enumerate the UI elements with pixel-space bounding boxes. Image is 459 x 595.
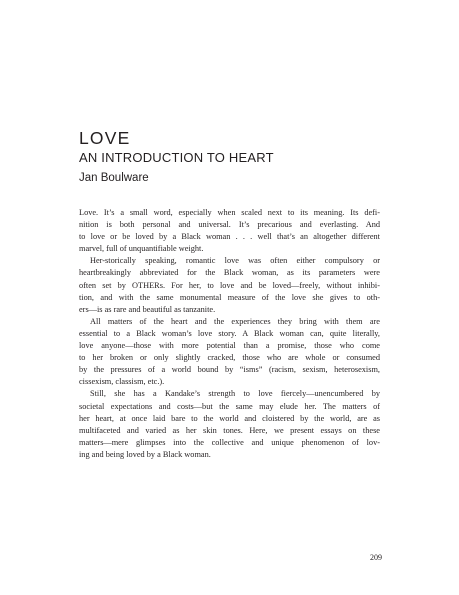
text-line: to love or be loved by a Black woman . . . well that’s an altogether different bbox=[79, 232, 380, 242]
paragraph-2 bbox=[79, 255, 380, 315]
chapter-title: LOVE bbox=[79, 128, 131, 148]
paragraph-1 bbox=[79, 207, 380, 255]
author-name: Jan Boulware bbox=[79, 172, 149, 184]
text-line: Love. It’s a small word, especially when scaled next to its meaning. Its defi- bbox=[79, 208, 380, 217]
text-line: love anyone—those with more potential than a promise, those who come bbox=[79, 341, 380, 351]
text-line: All matters of the heart and the experiences they bring with them are bbox=[90, 316, 380, 326]
text-line: tion, and with the same monumental measure of the love she gives to oth- bbox=[79, 292, 380, 302]
text-line: her heart, at once laid bare to the world and cloistered by the world, are as bbox=[79, 413, 380, 423]
text-line: ing and being loved by a Black woman. bbox=[79, 449, 211, 459]
paragraph-4 bbox=[79, 388, 380, 461]
text-line: multifaceted and varied as her skin tones. Here, we present essays on these bbox=[79, 425, 380, 435]
page-number: 209 bbox=[370, 553, 382, 562]
chapter-subtitle: AN INTRODUCTION TO HEART bbox=[79, 150, 274, 165]
text-line: Still, she has a Kandake’s strength to love fiercely—unencumbered by bbox=[90, 389, 380, 399]
text-line: cissexism, classism, etc.). bbox=[79, 377, 165, 387]
text-line: nition is both personal and universal. It’s precarious and everlasting. And bbox=[79, 220, 380, 230]
body-text bbox=[79, 207, 380, 461]
text-line: marvel, full of unquantifiable weight. bbox=[79, 244, 204, 254]
chapter-heading bbox=[79, 128, 379, 185]
text-line: ers—is as rare and beautiful as tanzanite. bbox=[79, 304, 216, 314]
text-line: heartbreakingly abbreviated for the Black woman, as its parameters were bbox=[79, 268, 380, 278]
text-line: societal expectations and costs—but the same may elude her. The matters of bbox=[79, 401, 380, 411]
text-line: by the pressures of a world bound by “isms” (racism, sexism, heterosexism, bbox=[79, 365, 380, 375]
text-line: essential to a Black woman’s love story. A Black woman can, quite literally, bbox=[79, 328, 380, 338]
paragraph-3 bbox=[79, 316, 380, 389]
text-line: often set by OTHERs. For her, to love and be loved—freely, without inhibi- bbox=[79, 280, 380, 290]
text-line: Her-storically speaking, romantic love was often either compulsory or bbox=[90, 256, 380, 266]
text-line: to her broken or only slightly cracked, those who are whole or consumed bbox=[79, 353, 380, 363]
text-line: matters—mere glimpses into the collective and unique phenomenon of lov- bbox=[79, 437, 380, 447]
